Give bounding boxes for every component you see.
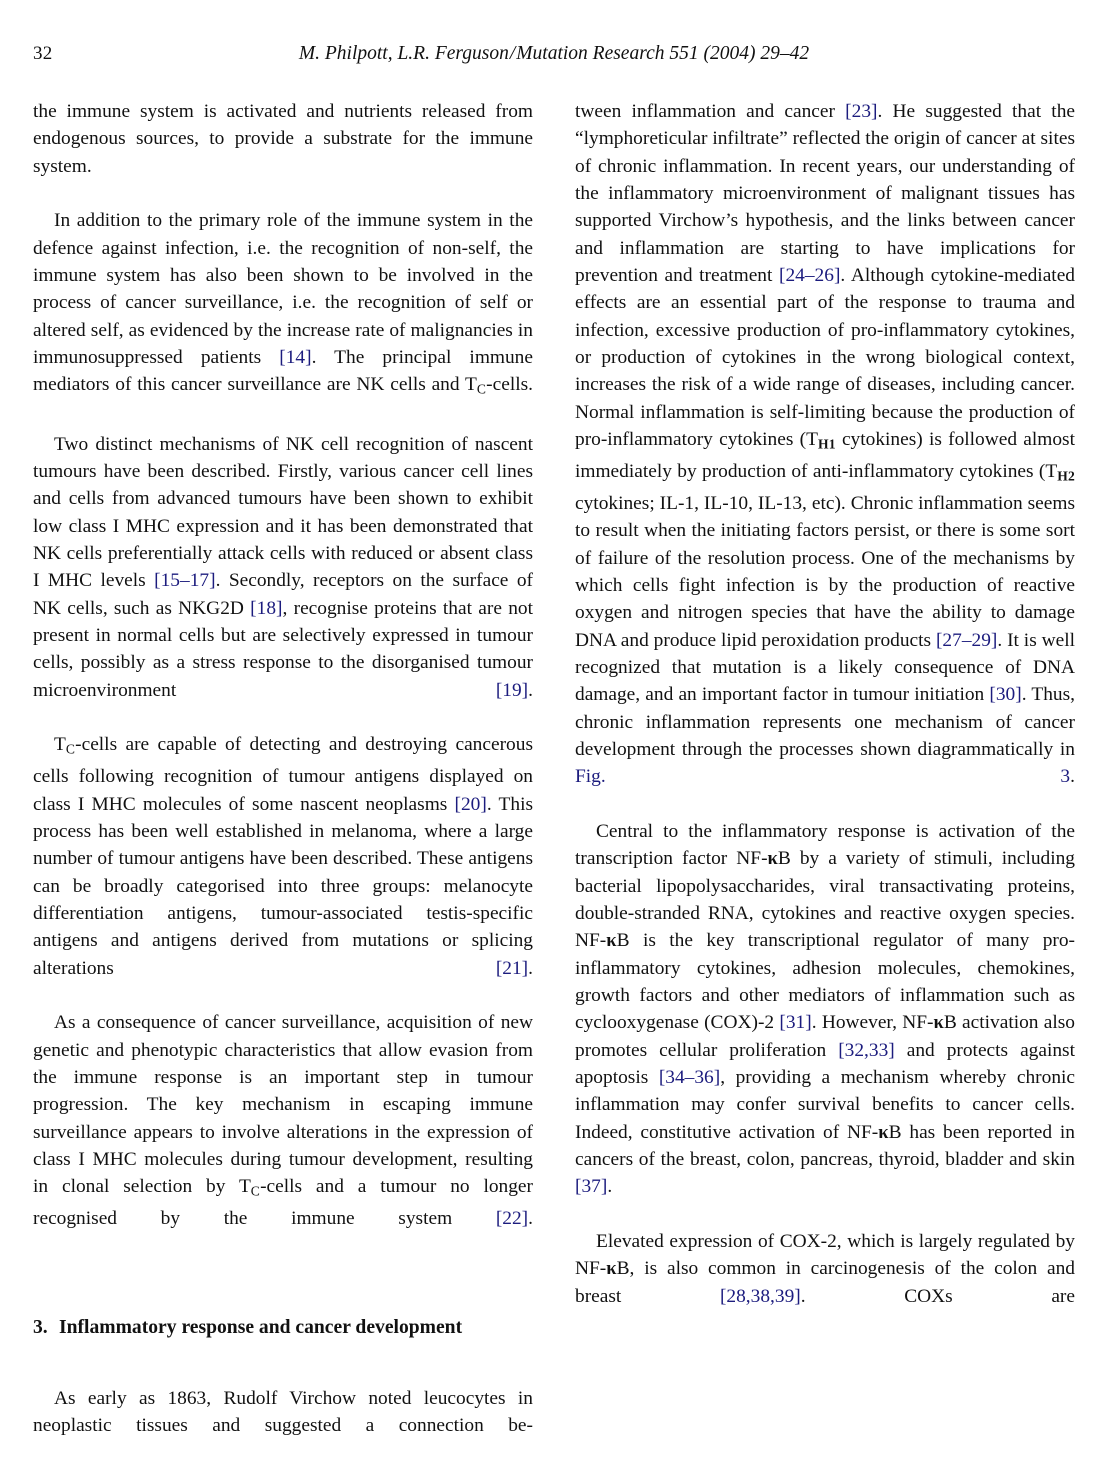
greek-kappa-glyph: κ bbox=[606, 1258, 617, 1280]
citation-link[interactable]: [23] bbox=[845, 101, 878, 122]
greek-kappa-glyph: κ bbox=[606, 930, 617, 952]
heading-spacer bbox=[33, 1341, 533, 1385]
citation-link[interactable]: [32,33] bbox=[838, 1039, 895, 1061]
citation-link[interactable]: [27–29] bbox=[935, 629, 998, 651]
body-paragraph: Two distinct mechanisms of NK cell recognition of nascent tumours have been described. Firstly, various cancer cell lines and cells from advanced tumours have been shown to exhibit low class I MHC expression and it has been demonstrated that NK cells preferentially attack cells with reduced or absent class I MHC levels [15–17]. Secondly, receptors on the surface of NK cells, such as NKG2D [18], recognise proteins that are not present in normal cells but are selectively expressed in tumour cells, possibly as a stress response to the disorganised tumour microenvironment [19]. bbox=[33, 433, 533, 701]
citation-link[interactable]: [37] bbox=[575, 1176, 608, 1198]
subscript: C bbox=[476, 381, 487, 397]
section-heading bbox=[33, 1315, 533, 1341]
left-column bbox=[33, 98, 534, 1437]
citation-link[interactable]: [34–36] bbox=[658, 1067, 721, 1089]
body-paragraph: tween inflammation and cancer [23]. He suggested that the “lymphoreticular infiltrate” reflected the origin of cancer at sites of chronic inflammation. In recent years, our understanding of the inflammatory microenvironment of malignant tissues has supported Virchow’s hypothesis, and the links between cancer and inflammation are starting to have implications for prevention and treatment [24–26]. Although cytokine-mediated effects are an essential part of the response to trauma and infection, excessive production of pro-inflammatory cytokines, or production of cytokines in the wrong biological context, increases the risk of a wide range of diseases, including cancer. Normal inflammation is self-limiting because the production of pro-inflammatory cytokines (TH1 cytokines) is followed almost immediately by production of anti-inflammatory cytokines (TH2 cytokines; IL-1, IL-10, IL-13, etc). Chronic inflammation seems to result when the initiating factors persist, or there is some sort of failure of the resolution process. One of the mechanisms by which cells fight infection is by the production of reactive oxygen and nitrogen species that have the ability to damage DNA and produce lipid peroxidation products [27–29]. It is well recognized that mutation is a likely consequence of DNA damage, and an important factor in tumour initiation [30]. Thus, chronic inflammation represents one mechanism of cancer development through the processes shown diagrammatically in Fig. 3. bbox=[575, 101, 1076, 788]
running-header bbox=[33, 42, 1075, 70]
greek-kappa-glyph: κ bbox=[767, 848, 778, 870]
body-paragraph: the immune system is activated and nutrients released from endogenous sources, to provide a substrate for the immune system. bbox=[33, 101, 533, 177]
section-number: 3. bbox=[33, 1316, 48, 1338]
heading-spacer bbox=[33, 1260, 533, 1315]
running-head-authors: M. Philpott, L.R. Ferguson bbox=[298, 43, 509, 64]
citation-link[interactable]: [28,38,39] bbox=[719, 1285, 801, 1307]
body-paragraph: Central to the inflammatory response is activation of the transcription factor NF-κB by a variety of stimuli, including bacterial lipopolysaccharides, viral transactivating proteins, double-stranded RNA, cytokines and reactive oxygen species. NF-κB is the key transcriptional regulator of many pro-inflammatory cytokines, adhesion molecules, chemokines, growth factors and other mediators of inflammation such as cyclooxygenase (COX)-2 [31]. However, NF-κB activation also promotes cellular proliferation [32,33] and protects against apoptosis [34–36], providing a mechanism whereby chronic inflammation may confer survival benefits to cancer cells. Indeed, constitutive activation of NF-κB has been reported in cancers of the breast, colon, pancreas, thyroid, bladder and skin [37]. bbox=[575, 820, 1076, 1198]
running-head-separator: / bbox=[509, 43, 516, 64]
running-head-journal: Mutation Research 551 (2004) 29–42 bbox=[516, 43, 810, 64]
body-paragraph: Elevated expression of COX-2, which is largely regulated by NF-κB, is also common in carcinogenesis of the colon and breast [28,38,39]. COXs are bbox=[575, 1231, 1075, 1307]
citation-link[interactable]: [19] bbox=[495, 679, 529, 701]
citation-link[interactable]: [24–26] bbox=[779, 265, 841, 287]
citation-link[interactable]: [14] bbox=[279, 347, 312, 369]
two-column-body bbox=[33, 98, 1076, 1437]
right-column bbox=[575, 98, 1075, 1418]
greek-kappa-glyph: κ bbox=[933, 1012, 944, 1034]
citation-link[interactable]: [21] bbox=[495, 957, 529, 979]
citation-link[interactable]: [15–17] bbox=[154, 570, 216, 592]
body-paragraph: $T_C$-cells are capable of detecting and destroying cancerous cells following recognition of tumour antigens displayed on class I MHC molecules of some nascent neoplasms [20]. This process has been well established in melanoma, where a large number of tumour antigens have been described. These antigens can be broadly categorised into three groups: melanocyte differentiation antigens, tumour-associated testis-specific antigens and antigens derived from mutations or splicing alterations [21]. bbox=[33, 734, 534, 979]
greek-kappa-glyph: κ bbox=[878, 1121, 889, 1143]
citation-link[interactable]: [31] bbox=[779, 1012, 812, 1034]
subscript: H1 bbox=[817, 436, 836, 452]
body-paragraph: As a consequence of cancer surveillance, acquisition of new genetic and phenotypic characteristics that allow evasion from the immune response is an important step in tumour progression. The key mechanism in escaping immune surveillance appears to involve alterations in the expression of class I MHC molecules during tumour development, resulting in clonal selection by $T_C$-cells and a tumour no longer recognised by the immune system [22]. bbox=[33, 1012, 534, 1230]
subscript: C bbox=[250, 1183, 261, 1199]
citation-link[interactable]: Fig. 3 bbox=[575, 766, 1071, 788]
body-paragraph: In addition to the primary role of the immune system in the defence against infection, i.e. the recognition of non-self, the immune system has also been shown to be involved in the process of cancer surveillance, i.e. the recognition of self or altered self, as evidenced by the increase rate of malignancies in immunosuppressed patients [14]. The principal immune mediators of this cancer surveillance are NK cells and $T_C$-cells. bbox=[33, 210, 533, 397]
citation-link[interactable]: [20] bbox=[454, 793, 487, 815]
section-title: Inflammatory response and cancer development bbox=[59, 1316, 463, 1338]
citation-link[interactable]: [18] bbox=[250, 597, 283, 619]
subscript: C bbox=[65, 741, 76, 757]
citation-link[interactable]: [30] bbox=[989, 684, 1022, 706]
page-number: 32 bbox=[33, 43, 53, 64]
subscript: H2 bbox=[1057, 468, 1075, 484]
running-head-citation bbox=[33, 42, 1075, 66]
body-paragraph: As early as 1863, Rudolf Virchow noted leucocytes in neoplastic tissues and suggested a connection be- bbox=[33, 1387, 533, 1437]
citation-link[interactable]: [22] bbox=[495, 1208, 529, 1230]
